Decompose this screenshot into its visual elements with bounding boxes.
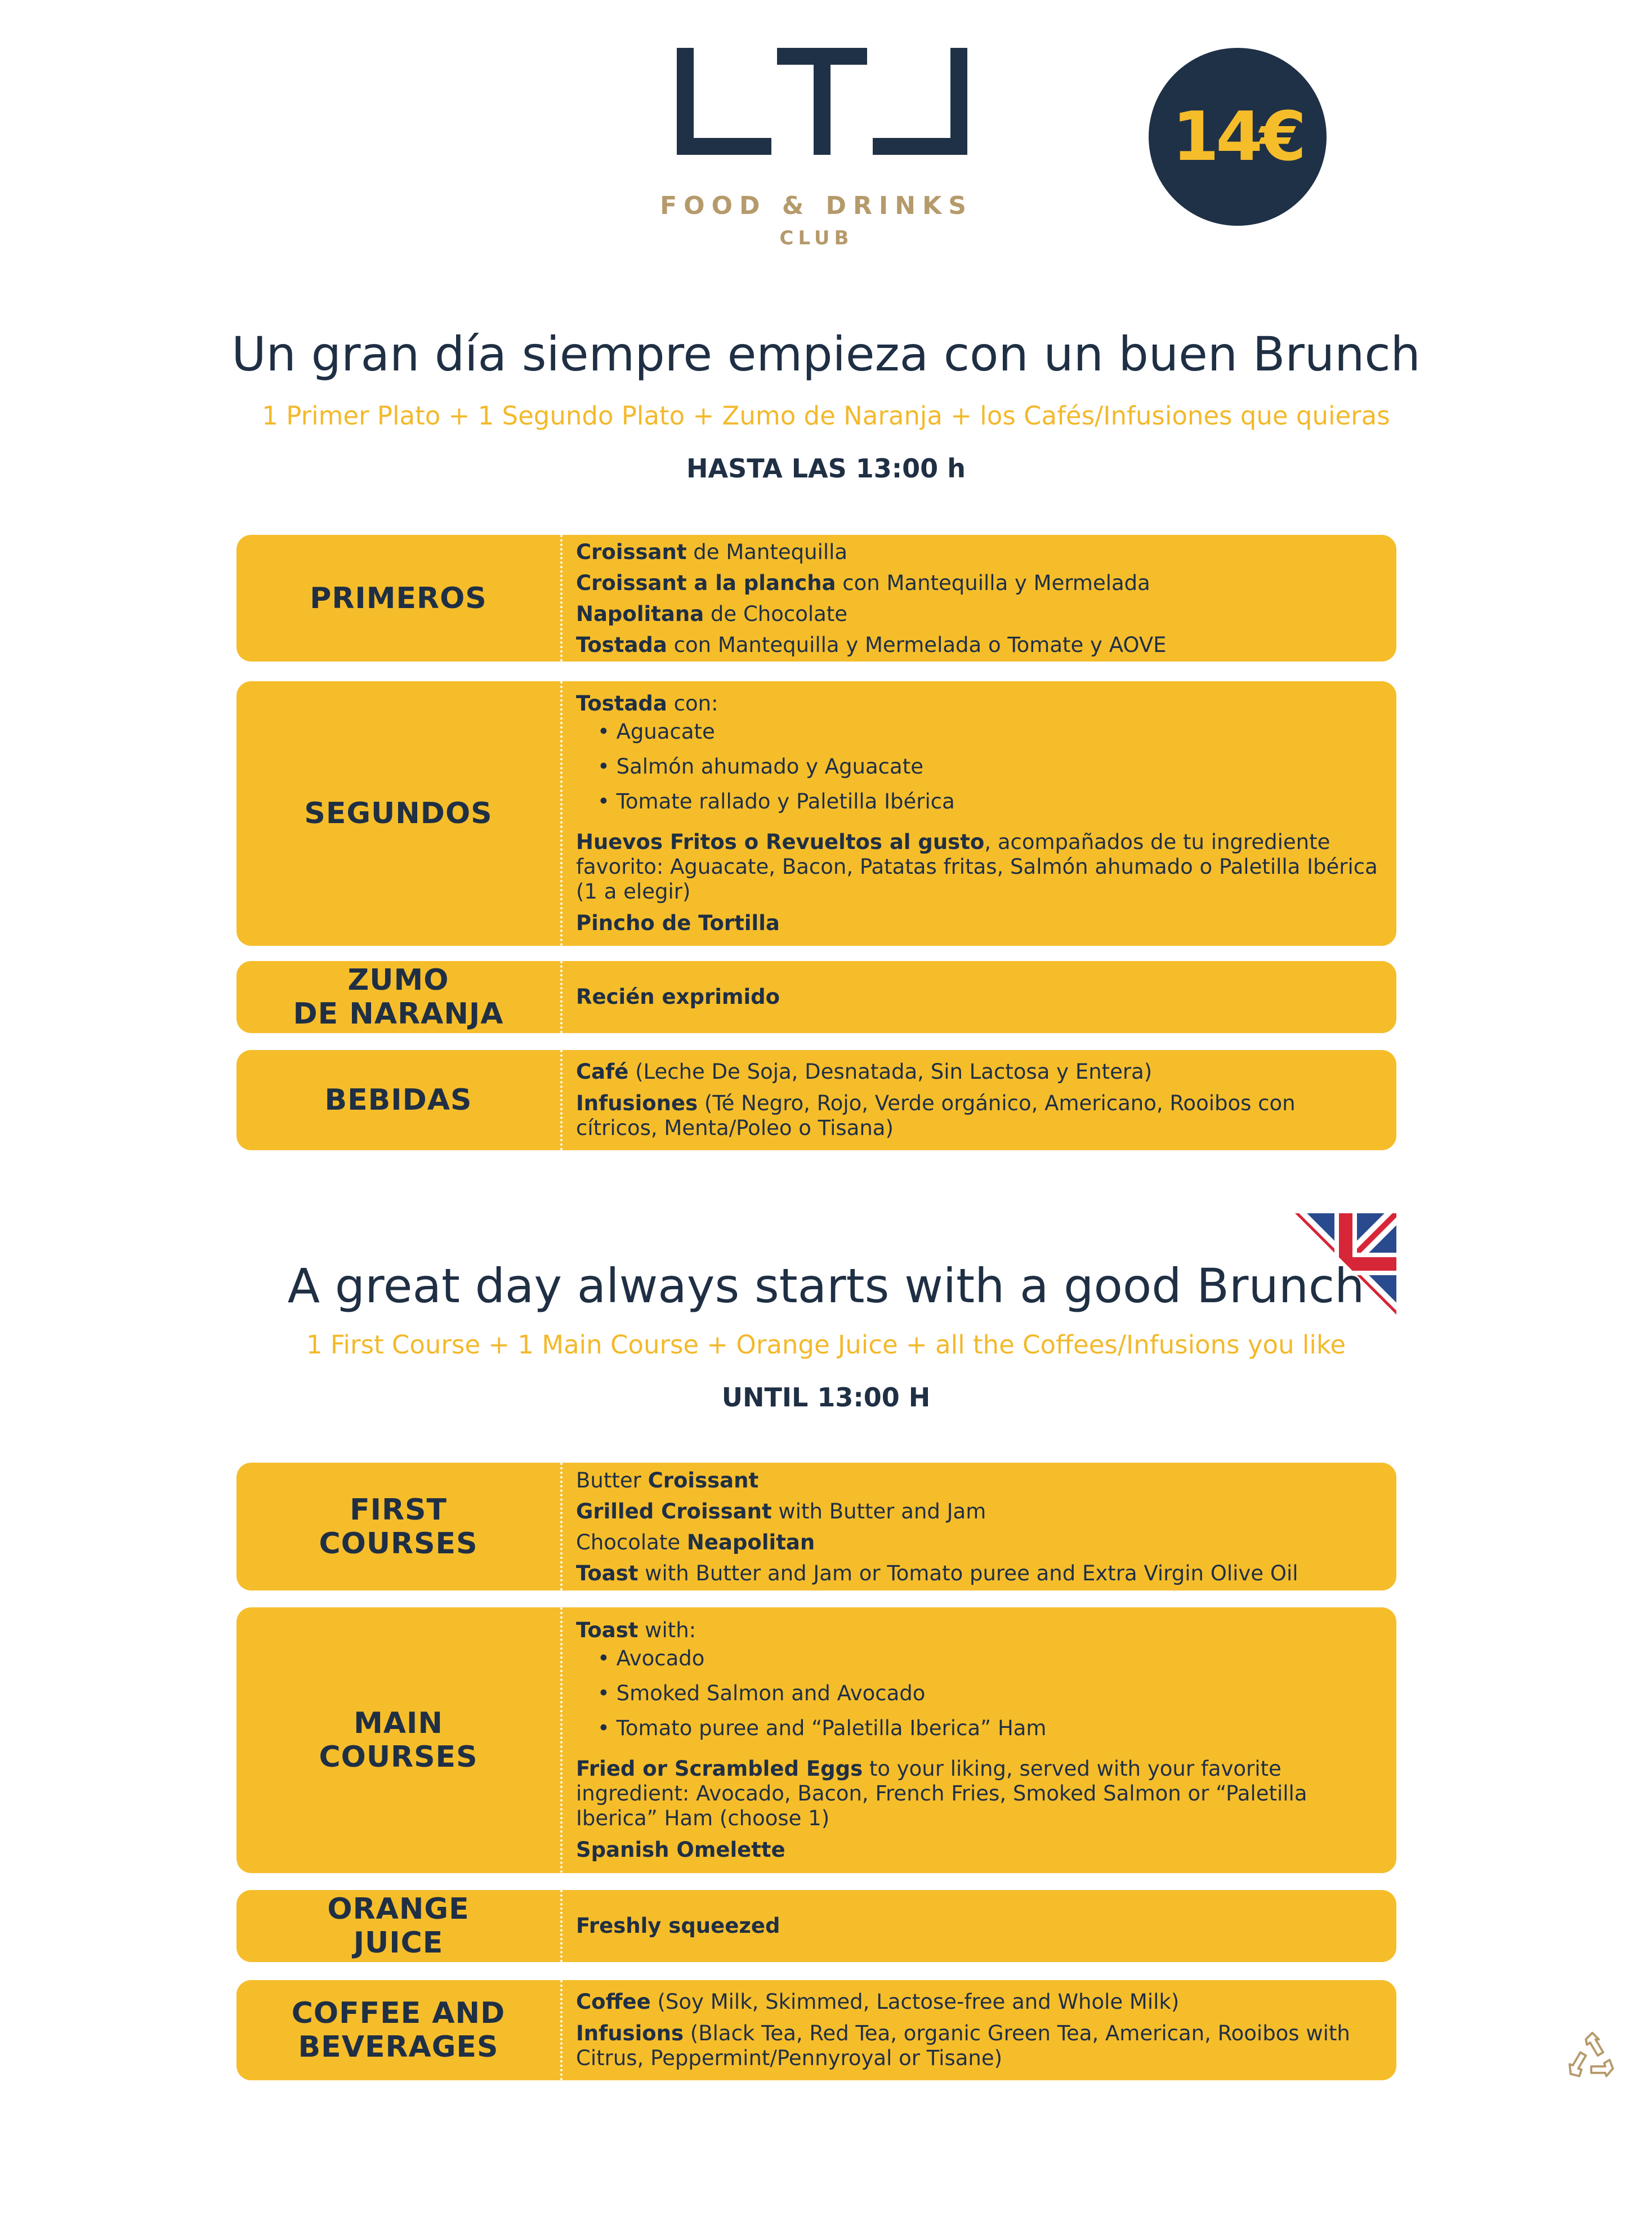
menu-item: Butter Croissant: [576, 1468, 759, 1493]
menu-item: Tostada con Mantequilla y Mermelada o Tomate y AOVE: [576, 632, 1167, 657]
menu-item: Toast with Butter and Jam or Tomato puree and Extra Virgin Olive Oil: [576, 1561, 1298, 1585]
category-label: ZUMO DE NARANJA: [293, 963, 504, 1031]
menu-block-zumo: [236, 961, 1396, 1033]
list-item: • Tomato puree and “Paletilla Iberica” Ham: [597, 1716, 1383, 1741]
english-subtitle: 1 First Course + 1 Main Course + Orange Juice + all the Coffees/Infusions you like: [306, 1330, 1346, 1360]
menu-item: Infusiones (Té Negro, Rojo, Verde orgánico, Americano, Rooibos con cítricos, Menta/Poleo o Tisana): [576, 1091, 1296, 1140]
menu-item: Infusions (Black Tea, Red Tea, organic Green Tea, American, Rooibos with Citrus, Peppermint/Pennyroyal or Tisane): [576, 2021, 1350, 2070]
category-content: [562, 1607, 1396, 1873]
list-item: • Tomate rallado y Paletilla Ibérica: [597, 789, 1383, 814]
option-list: [576, 1646, 1383, 1751]
menu-item: Freshly squeezed: [576, 1914, 780, 1938]
spanish-subtitle: 1 Primer Plato + 1 Segundo Plato + Zumo de Naranja + los Cafés/Infusiones que quieras: [262, 401, 1390, 431]
menu-block-segundos: [236, 681, 1396, 946]
menu-item: Croissant de Mantequilla: [576, 539, 848, 564]
spanish-title: Un gran día siempre empieza con un buen Brunch: [231, 327, 1421, 382]
category-label: FIRST COURSES: [319, 1493, 478, 1561]
option-list: [576, 720, 1383, 824]
category-label: COFFEE AND BEVERAGES: [291, 1996, 506, 2064]
menu-item: Pincho de Tortilla: [576, 911, 780, 935]
menu-item: Café (Leche De Soja, Desnatada, Sin Lactosa y Entera): [576, 1060, 1153, 1084]
menu-item: Fried or Scrambled Eggs to your liking, served with your favorite ingredient: Avocado, Bacon, French Fries, Smoked Salmon or “Paletilla Iberica” Ham (choose 1): [576, 1757, 1307, 1830]
category-label: PRIMEROS: [310, 581, 487, 615]
menu-item: Spanish Omelette: [576, 1838, 785, 1862]
logo-tagline: FOOD & DRINKS: [660, 191, 973, 220]
category-label: BEBIDAS: [324, 1083, 472, 1117]
menu-item: Toast with:: [576, 1618, 696, 1642]
recycle-icon: [1565, 2030, 1619, 2084]
menu-block-main-courses: [236, 1607, 1396, 1873]
category-content: [562, 1890, 793, 1962]
list-item: • Aguacate: [597, 720, 1383, 744]
menu-block-orange-juice: [236, 1890, 1396, 1962]
menu-item: Grilled Croissant with Butter and Jam: [576, 1499, 986, 1523]
menu-block-primeros: [236, 535, 1396, 662]
english-title: A great day always starts with a good Brunch: [287, 1258, 1365, 1313]
menu-item: Recién exprimido: [576, 985, 780, 1009]
spanish-until: HASTA LAS 13:00 h: [686, 453, 966, 484]
menu-item: Chocolate Neapolitan: [576, 1530, 815, 1554]
category-content: [562, 961, 793, 1033]
category-content: [562, 1980, 1396, 2080]
category-content: [562, 1050, 1396, 1150]
menu-block-bebidas: [236, 1050, 1396, 1150]
menu-item: Coffee (Soy Milk, Skimmed, Lactose-free and Whole Milk): [576, 1990, 1180, 2014]
ltl-logo: [670, 48, 974, 160]
list-item: • Salmón ahumado y Aguacate: [597, 754, 1383, 779]
logo-club: CLUB: [779, 227, 854, 249]
category-label: MAIN COURSES: [319, 1706, 478, 1774]
list-item: • Avocado: [597, 1646, 1383, 1671]
price-value: 14€: [1172, 97, 1303, 176]
category-content: [562, 681, 1396, 946]
menu-item: Croissant a la plancha con Mantequilla y Mermelada: [576, 570, 1150, 595]
menu-item: Tostada con:: [576, 691, 718, 716]
price-badge: [1149, 48, 1327, 226]
menu-item: Huevos Fritos o Revueltos al gusto, acompañados de tu ingrediente favorito: Aguacate, Bacon, Patatas fritas, Salmón ahumado o Paletilla Ibérica (1 a elegir): [576, 830, 1378, 904]
list-item: • Smoked Salmon and Avocado: [597, 1681, 1383, 1706]
category-content: [562, 535, 1180, 662]
category-label: ORANGE JUICE: [327, 1892, 470, 1960]
category-content: [562, 1463, 1312, 1590]
menu-item: Napolitana de Chocolate: [576, 601, 848, 626]
menu-block-first-courses: [236, 1463, 1396, 1590]
menu-block-coffee-beverages: [236, 1980, 1396, 2080]
category-label: SEGUNDOS: [304, 797, 493, 830]
english-until: UNTIL 13:00 H: [721, 1382, 931, 1413]
